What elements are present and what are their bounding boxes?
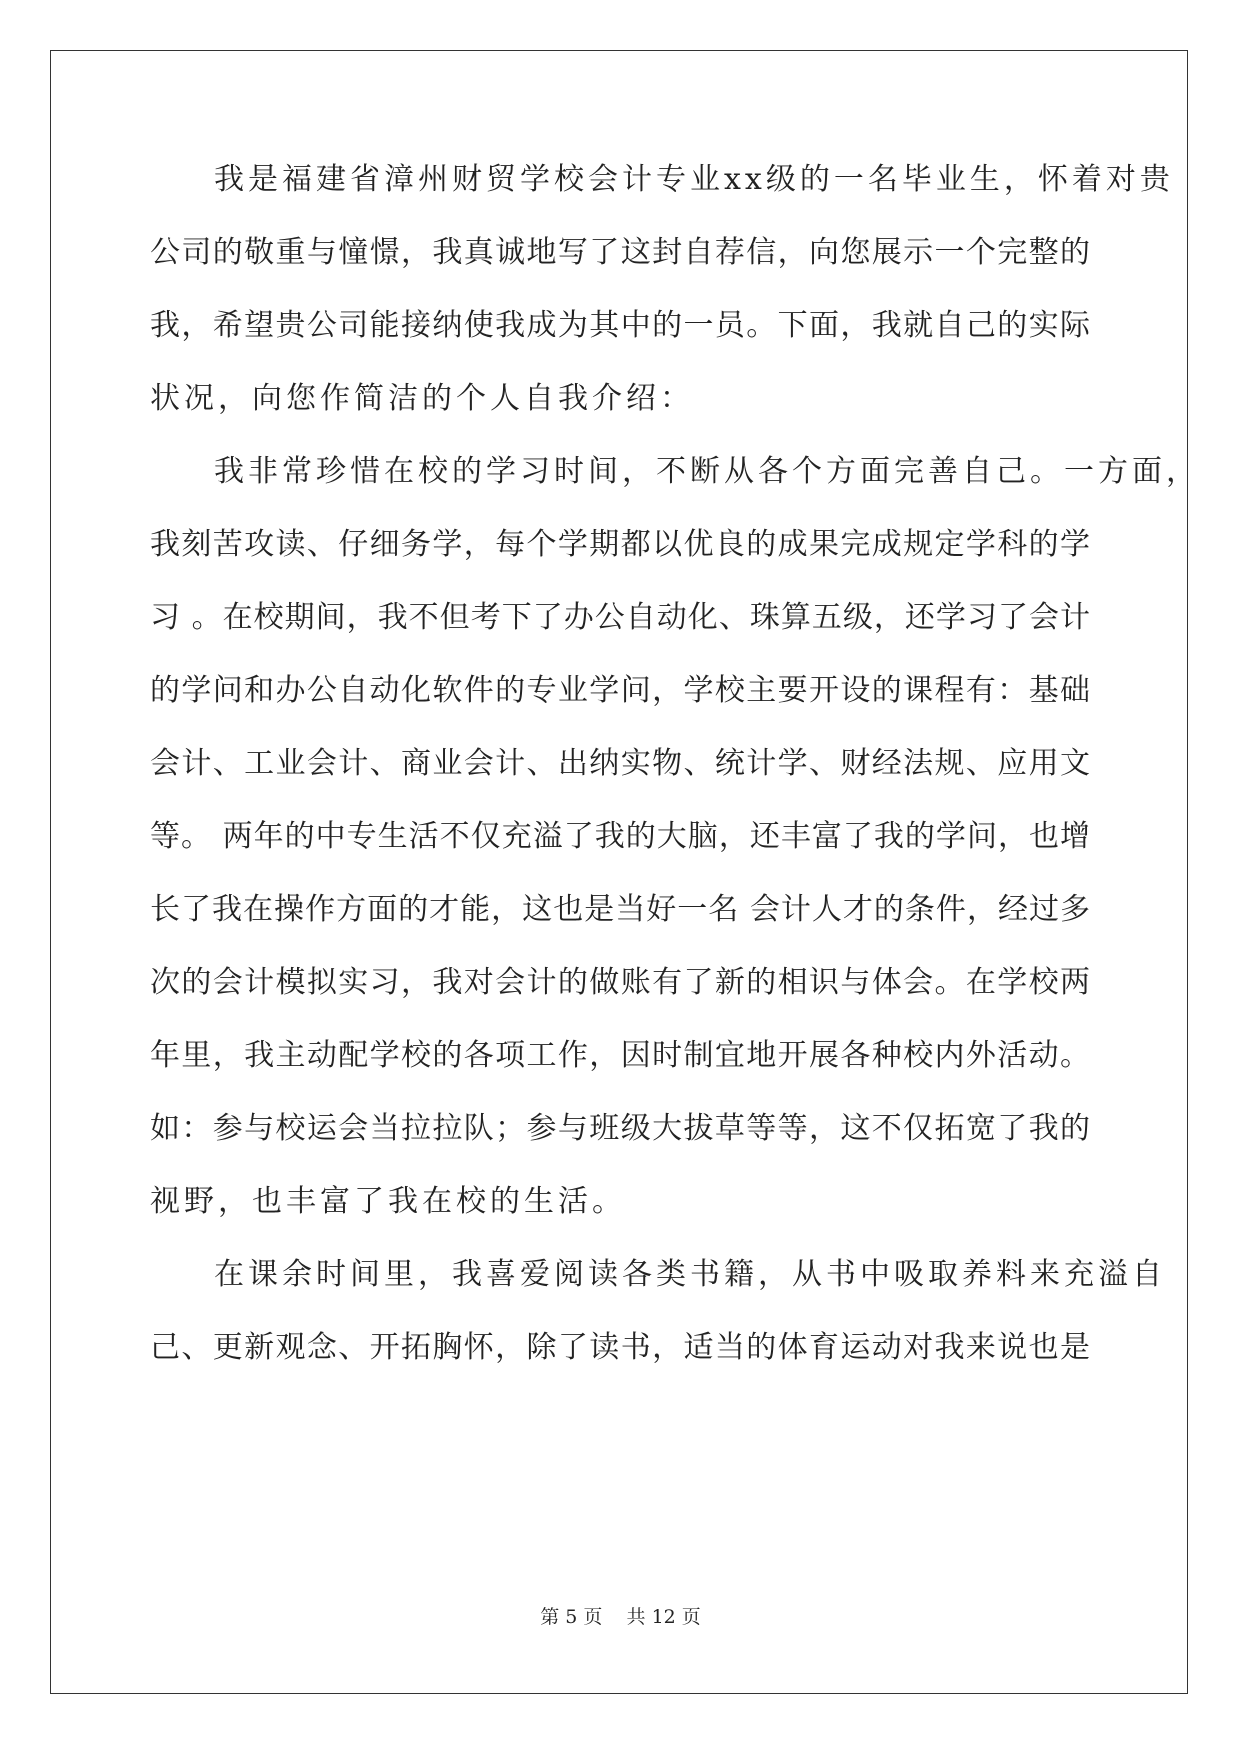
paragraph-2-line-5: 会计、工业会计、商业会计、出纳实物、统计学、财经法规、应用文 [150,746,1090,781]
paragraph-2-line-10: 如：参与校运会当拉拉队；参与班级大拔草等等，这不仅拓宽了我的 [150,1111,1090,1146]
paragraph-3-line-1: 在课余时间里，我喜爱阅读各类书籍，从书中吸取养料来充溢自 [214,1257,1166,1292]
paragraph-2-line-6: 等。 两年的中专生活不仅充溢了我的大脑，还丰富了我的学问，也增 [150,819,1090,854]
paragraph-2-line-2: 我刻苦攻读、仔细务学，每个学期都以优良的成果完成规定学科的学 [150,527,1090,562]
paragraph-2-line-9: 年里，我主动配学校的各项工作，因时制宜地开展各种校内外活动。 [150,1038,1090,1073]
paragraph-3-line-2: 己、更新观念、开拓胸怀，除了读书，适当的体育运动对我来说也是 [150,1330,1090,1365]
paragraph-1-line-1: 我是福建省漳州财贸学校会计专业xx级的一名毕业生，怀着对贵 [214,162,1174,197]
page-number-footer: 第 5 页 共 12 页 [540,1606,701,1628]
page-border [50,50,1188,1694]
paragraph-2-line-8: 次的会计模拟实习，我对会计的做账有了新的相识与体会。在学校两 [150,965,1090,1000]
paragraph-2-line-3: 习 。在校期间，我不但考下了办公自动化、珠算五级，还学习了会计 [150,600,1090,635]
paragraph-2-line-4: 的学问和办公自动化软件的专业学问，学校主要开设的课程有：基础 [150,673,1090,708]
paragraph-2-line-11: 视野，也丰富了我在校的生活。 [150,1184,626,1219]
paragraph-2-line-7: 长了我在操作方面的才能，这也是当好一名 会计人才的条件，经过多 [150,892,1090,927]
paragraph-1-line-4: 状况，向您作简洁的个人自我介绍： [150,381,694,416]
paragraph-1-line-2: 公司的敬重与憧憬，我真诚地写了这封自荐信，向您展示一个完整的 [150,235,1090,270]
paragraph-1-line-3: 我，希望贵公司能接纳使我成为其中的一员。下面，我就自己的实际 [150,308,1090,343]
paragraph-2-line-1: 我非常珍惜在校的学习时间，不断从各个方面完善自己。一方面， [214,454,1200,489]
